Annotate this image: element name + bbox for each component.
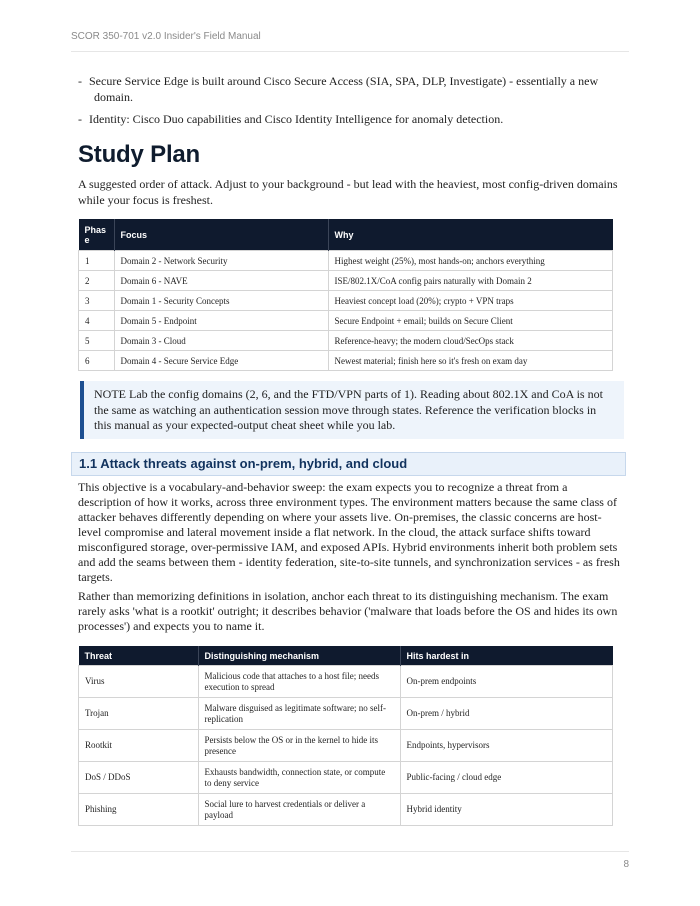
why-cell: Reference-heavy; the modern cloud/SecOps stack [328, 331, 613, 351]
bullet-list [78, 73, 623, 133]
footer-divider [71, 851, 629, 852]
table-row [79, 794, 613, 826]
column-header-focus: Focus [114, 219, 328, 251]
table-row [79, 730, 613, 762]
phase-cell: 2 [79, 271, 115, 291]
table-header-row [79, 219, 613, 251]
column-header-threat: Threat [79, 646, 199, 666]
hits-cell: On-prem endpoints [400, 666, 613, 698]
bullet-dash: - [78, 112, 82, 126]
hits-cell: Hybrid identity [400, 794, 613, 826]
bullet-dash: - [78, 74, 82, 88]
note-callout: NOTE Lab the config domains (2, 6, and the FTD/VPN parts of 1). Reading about 802.1X and CoA is not the same as watching an authentication session move through states. Reference the verification blocks in this manual as your expected-output cheat sheet while you lab. [80, 381, 624, 439]
study-plan-intro: A suggested order of attack. Adjust to your background - but lead with the heaviest, most config-driven domains while your focus is freshest. [78, 177, 618, 207]
column-header-mechanism: Distinguishing mechanism [198, 646, 400, 666]
table-row [79, 698, 613, 730]
threat-cell: Rootkit [79, 730, 199, 762]
why-cell: ISE/802.1X/CoA config pairs naturally with Domain 2 [328, 271, 613, 291]
study-plan-table [78, 219, 613, 371]
mechanism-cell: Social lure to harvest credentials or deliver a payload [198, 794, 400, 826]
mechanism-cell: Exhausts bandwidth, connection state, or compute to deny service [198, 762, 400, 794]
threat-cell: Trojan [79, 698, 199, 730]
column-header-why: Why [328, 219, 613, 251]
phase-cell: 3 [79, 291, 115, 311]
hits-cell: Public-facing / cloud edge [400, 762, 613, 794]
focus-cell: Domain 3 - Cloud [114, 331, 328, 351]
table-row [79, 331, 613, 351]
focus-cell: Domain 5 - Endpoint [114, 311, 328, 331]
section-heading-1-1: 1.1 Attack threats against on-prem, hybrid, and cloud [71, 452, 626, 476]
bullet-text: Identity: Cisco Duo capabilities and Cisco Identity Intelligence for anomaly detection. [89, 112, 504, 126]
page-number: 8 [623, 859, 629, 870]
bullet-text-continued: domain. [94, 90, 133, 104]
hits-cell: Endpoints, hypervisors [400, 730, 613, 762]
body-paragraph: This objective is a vocabulary-and-behavior sweep: the exam expects you to recognize a threat from a description of how it works, across three environment types. The environment matters because the same class of attacker behaves differently depending on where your assets live. On-premises, the classic concerns are host-level compromise and lateral movement inside a flat network. In the cloud, the attack surface shifts toward misconfigured storage, over-permissive IAM, and exposed APIs. Hybrid environments inherit both problem sets and add the seams between them - identity federation, site-to-site tunnels, and synchronization services - as fresh targets. [78, 480, 620, 584]
focus-cell: Domain 1 - Security Concepts [114, 291, 328, 311]
table-row [79, 251, 613, 271]
why-cell: Highest weight (25%), most hands-on; anchors everything [328, 251, 613, 271]
table-row [79, 291, 613, 311]
why-cell: Secure Endpoint + email; builds on Secure Client [328, 311, 613, 331]
focus-cell: Domain 4 - Secure Service Edge [114, 351, 328, 371]
column-header-phase: Phas e [79, 219, 115, 251]
phase-cell: 6 [79, 351, 115, 371]
threat-cell: DoS / DDoS [79, 762, 199, 794]
body-paragraph: Rather than memorizing definitions in isolation, anchor each threat to its distinguishing mechanism. The exam rarely asks 'what is a rootkit' outright; it describes behavior ('malware that loads before the OS and hides its own processes') and expects you to name it. [78, 589, 618, 633]
phase-cell: 4 [79, 311, 115, 331]
mechanism-cell: Malware disguised as legitimate software; no self-replication [198, 698, 400, 730]
focus-cell: Domain 2 - Network Security [114, 251, 328, 271]
focus-cell: Domain 6 - NAVE [114, 271, 328, 291]
table-row [79, 762, 613, 794]
list-item [78, 111, 623, 127]
header-divider [71, 51, 629, 52]
why-cell: Heaviest concept load (20%); crypto + VPN traps [328, 291, 613, 311]
threat-cell: Virus [79, 666, 199, 698]
why-cell: Newest material; finish here so it's fresh on exam day [328, 351, 613, 371]
phase-cell: 5 [79, 331, 115, 351]
table-header-row [79, 646, 613, 666]
table-row [79, 271, 613, 291]
table-row [79, 666, 613, 698]
table-row [79, 311, 613, 331]
threat-cell: Phishing [79, 794, 199, 826]
list-item [78, 73, 623, 105]
hits-cell: On-prem / hybrid [400, 698, 613, 730]
mechanism-cell: Malicious code that attaches to a host file; needs execution to spread [198, 666, 400, 698]
table-row [79, 351, 613, 371]
column-header-hits: Hits hardest in [400, 646, 613, 666]
bullet-text: Secure Service Edge is built around Cisco Secure Access (SIA, SPA, DLP, Investigate) - essentially a new [89, 74, 599, 88]
phase-cell: 1 [79, 251, 115, 271]
study-plan-heading: Study Plan [78, 141, 201, 168]
threat-table [78, 646, 613, 826]
mechanism-cell: Persists below the OS or in the kernel to hide its presence [198, 730, 400, 762]
running-header: SCOR 350-701 v2.0 Insider's Field Manual [71, 31, 261, 42]
